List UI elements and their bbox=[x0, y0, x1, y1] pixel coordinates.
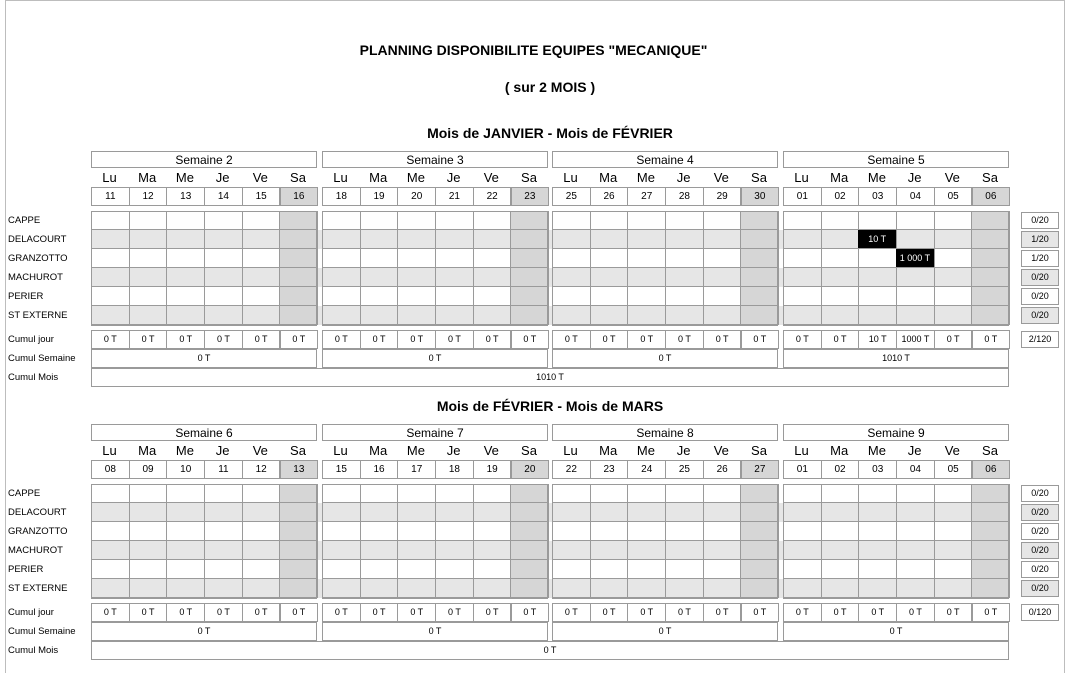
cumul-jour-value: 0 T bbox=[511, 330, 550, 349]
month-title: Mois de JANVIER - Mois de FÉVRIER bbox=[427, 125, 673, 141]
day-name: Me bbox=[406, 443, 425, 458]
cumul-jour-value: 0 T bbox=[627, 603, 666, 622]
cumul-jour-value: 0 T bbox=[821, 603, 860, 622]
day-name: Ma bbox=[369, 443, 388, 458]
cumul-jour-value: 0 T bbox=[204, 330, 243, 349]
team-label: PERIER bbox=[8, 291, 44, 302]
cumul-jour-value: 0 T bbox=[397, 330, 436, 349]
cumul-jour-value: 0 T bbox=[703, 603, 742, 622]
day-name: Je bbox=[907, 443, 922, 458]
day-number: 25 bbox=[552, 187, 591, 206]
day-name: Ma bbox=[138, 443, 157, 458]
team-label: DELACOURT bbox=[8, 234, 67, 245]
team-count: 0/20 bbox=[1021, 485, 1059, 502]
month-title: Mois de FÉVRIER - Mois de MARS bbox=[436, 398, 664, 414]
day-number: 30 bbox=[741, 187, 780, 206]
day-number: 01 bbox=[783, 460, 822, 479]
day-number: 22 bbox=[473, 187, 512, 206]
cumul-jour-value: 0 T bbox=[627, 330, 666, 349]
day-number: 03 bbox=[858, 187, 897, 206]
cumul-jour-value: 0 T bbox=[590, 330, 629, 349]
week-grid-border bbox=[783, 211, 1009, 326]
day-number: 15 bbox=[242, 187, 281, 206]
day-name: Lu bbox=[794, 170, 809, 185]
cumul-jour-value: 0 T bbox=[972, 603, 1011, 622]
day-number: 02 bbox=[821, 187, 860, 206]
day-name: Ma bbox=[369, 170, 388, 185]
cumul-semaine-value: 0 T bbox=[322, 622, 548, 641]
day-number: 14 bbox=[204, 187, 243, 206]
cumul-jour-value: 0 T bbox=[280, 330, 319, 349]
cumul-jour-value: 0 T bbox=[360, 330, 399, 349]
cumul-jour-value: 0 T bbox=[665, 330, 704, 349]
cumul-semaine-value: 0 T bbox=[552, 622, 778, 641]
day-name: Ve bbox=[252, 170, 268, 185]
day-number: 12 bbox=[129, 187, 168, 206]
assignment-cell[interactable]: 1 000 T bbox=[896, 249, 935, 268]
day-number: 19 bbox=[360, 187, 399, 206]
cumul-semaine-value: 0 T bbox=[552, 349, 778, 368]
team-count: 0/20 bbox=[1021, 307, 1059, 324]
day-name: Lu bbox=[794, 443, 809, 458]
day-number: 08 bbox=[91, 460, 130, 479]
team-count: 0/20 bbox=[1021, 523, 1059, 540]
day-name: Sa bbox=[751, 170, 767, 185]
cumul-jour-value: 0 T bbox=[783, 603, 822, 622]
cumul-semaine-value: 0 T bbox=[322, 349, 548, 368]
day-name: Ve bbox=[944, 443, 960, 458]
day-name: Je bbox=[215, 170, 230, 185]
team-count: 0/20 bbox=[1021, 580, 1059, 597]
day-name: Me bbox=[175, 170, 194, 185]
week-grid-border bbox=[91, 484, 317, 599]
cumul-jour-value: 0 T bbox=[166, 330, 205, 349]
team-count: 0/20 bbox=[1021, 561, 1059, 578]
cumul-jour-value: 0 T bbox=[204, 603, 243, 622]
day-number: 20 bbox=[511, 460, 550, 479]
day-number: 16 bbox=[280, 187, 319, 206]
cumul-jour-value: 0 T bbox=[703, 330, 742, 349]
day-number: 03 bbox=[858, 460, 897, 479]
team-label: MACHUROT bbox=[8, 545, 63, 556]
day-number: 28 bbox=[665, 187, 704, 206]
cumul-jour-value: 0 T bbox=[322, 603, 361, 622]
day-number: 06 bbox=[972, 460, 1011, 479]
week-header: Semaine 6 bbox=[91, 424, 317, 441]
team-count: 0/20 bbox=[1021, 504, 1059, 521]
week-grid-border bbox=[91, 211, 317, 326]
day-name: Me bbox=[867, 443, 886, 458]
day-name: Je bbox=[446, 443, 461, 458]
cumul-jour-value: 0 T bbox=[741, 330, 780, 349]
cumul-jour-value: 0 T bbox=[91, 603, 130, 622]
cumul-semaine-value: 0 T bbox=[91, 622, 317, 641]
day-name: Ma bbox=[599, 170, 618, 185]
cumul-jour-value: 0 T bbox=[91, 330, 130, 349]
day-name: Je bbox=[446, 170, 461, 185]
day-name: Je bbox=[676, 443, 691, 458]
cumul-jour-value: 0 T bbox=[783, 330, 822, 349]
day-number: 24 bbox=[627, 460, 666, 479]
team-label: PERIER bbox=[8, 564, 44, 575]
cumul-jour-value: 0 T bbox=[280, 603, 319, 622]
cumul-jour-value: 0 T bbox=[665, 603, 704, 622]
day-number: 18 bbox=[322, 187, 361, 206]
day-name: Ma bbox=[599, 443, 618, 458]
day-name: Ma bbox=[830, 443, 849, 458]
day-name: Je bbox=[676, 170, 691, 185]
cumul-jour-value: 1000 T bbox=[896, 330, 935, 349]
cumul-jour-value: 0 T bbox=[511, 603, 550, 622]
day-number: 20 bbox=[397, 187, 436, 206]
cumul-jour-value: 0 T bbox=[934, 603, 973, 622]
cumul-jour-value: 0 T bbox=[821, 330, 860, 349]
day-number: 10 bbox=[166, 460, 205, 479]
day-number: 26 bbox=[703, 460, 742, 479]
cumul-jour-value: 0 T bbox=[473, 603, 512, 622]
day-name: Ve bbox=[483, 443, 499, 458]
day-number: 26 bbox=[590, 187, 629, 206]
cumul-semaine-value: 0 T bbox=[783, 622, 1009, 641]
page-title: PLANNING DISPONIBILITE EQUIPES "MECANIQUE" bbox=[359, 42, 708, 58]
day-name: Ve bbox=[252, 443, 268, 458]
day-number: 04 bbox=[896, 187, 935, 206]
day-name: Sa bbox=[521, 443, 537, 458]
team-label: CAPPE bbox=[8, 215, 41, 226]
week-header: Semaine 8 bbox=[552, 424, 778, 441]
day-number: 15 bbox=[322, 460, 361, 479]
cumul-jour-value: 0 T bbox=[473, 330, 512, 349]
day-number: 02 bbox=[821, 460, 860, 479]
cumul-jour-value: 0 T bbox=[166, 603, 205, 622]
day-number: 16 bbox=[360, 460, 399, 479]
week-grid-border bbox=[552, 211, 778, 326]
cumul-jour-value: 0 T bbox=[858, 603, 897, 622]
cumul-semaine-label: Cumul Semaine bbox=[8, 626, 76, 637]
team-count: 0/20 bbox=[1021, 288, 1059, 305]
day-name: Sa bbox=[982, 443, 998, 458]
cumul-jour-value: 0 T bbox=[972, 330, 1011, 349]
cumul-mois-value: 1010 T bbox=[91, 368, 1009, 387]
day-number: 06 bbox=[972, 187, 1011, 206]
day-name: Me bbox=[636, 443, 655, 458]
day-name: Lu bbox=[333, 170, 348, 185]
day-number: 23 bbox=[590, 460, 629, 479]
day-name: Lu bbox=[563, 170, 578, 185]
cumul-jour-value: 0 T bbox=[552, 330, 591, 349]
day-name: Sa bbox=[290, 443, 306, 458]
day-number: 11 bbox=[204, 460, 243, 479]
cumul-jour-value: 0 T bbox=[552, 603, 591, 622]
team-count: 0/20 bbox=[1021, 269, 1059, 286]
cumul-mois-value: 0 T bbox=[91, 641, 1009, 660]
team-label: ST EXTERNE bbox=[8, 583, 68, 594]
day-name: Me bbox=[867, 170, 886, 185]
day-number: 25 bbox=[665, 460, 704, 479]
day-number: 23 bbox=[511, 187, 550, 206]
week-header: Semaine 2 bbox=[91, 151, 317, 168]
team-count: 1/20 bbox=[1021, 250, 1059, 267]
week-header: Semaine 4 bbox=[552, 151, 778, 168]
cumul-jour-label: Cumul jour bbox=[8, 334, 54, 345]
day-name: Ve bbox=[713, 170, 729, 185]
day-name: Lu bbox=[333, 443, 348, 458]
team-label: CAPPE bbox=[8, 488, 41, 499]
day-name: Sa bbox=[521, 170, 537, 185]
day-number: 21 bbox=[435, 187, 474, 206]
cumul-jour-value: 0 T bbox=[934, 330, 973, 349]
day-number: 04 bbox=[896, 460, 935, 479]
team-label: GRANZOTTO bbox=[8, 526, 68, 537]
team-count: 0/20 bbox=[1021, 212, 1059, 229]
cumul-jour-value: 0 T bbox=[590, 603, 629, 622]
day-name: Ma bbox=[138, 170, 157, 185]
day-name: Ve bbox=[483, 170, 499, 185]
day-number: 05 bbox=[934, 460, 973, 479]
total-count: 0/120 bbox=[1021, 604, 1059, 621]
total-count: 2/120 bbox=[1021, 331, 1059, 348]
day-number: 13 bbox=[166, 187, 205, 206]
day-name: Ve bbox=[713, 443, 729, 458]
team-label: MACHUROT bbox=[8, 272, 63, 283]
assignment-cell[interactable]: 10 T bbox=[858, 230, 897, 249]
team-count: 0/20 bbox=[1021, 542, 1059, 559]
day-number: 09 bbox=[129, 460, 168, 479]
cumul-jour-value: 0 T bbox=[360, 603, 399, 622]
cumul-jour-value: 0 T bbox=[435, 603, 474, 622]
team-label: DELACOURT bbox=[8, 507, 67, 518]
day-number: 29 bbox=[703, 187, 742, 206]
cumul-jour-value: 10 T bbox=[858, 330, 897, 349]
cumul-jour-value: 0 T bbox=[129, 330, 168, 349]
week-grid-border bbox=[322, 211, 548, 326]
cumul-jour-value: 0 T bbox=[896, 603, 935, 622]
cumul-jour-value: 0 T bbox=[741, 603, 780, 622]
cumul-semaine-label: Cumul Semaine bbox=[8, 353, 76, 364]
day-name: Lu bbox=[102, 170, 117, 185]
cumul-jour-value: 0 T bbox=[397, 603, 436, 622]
day-name: Ma bbox=[830, 170, 849, 185]
cumul-jour-value: 0 T bbox=[435, 330, 474, 349]
cumul-jour-value: 0 T bbox=[129, 603, 168, 622]
day-name: Je bbox=[215, 443, 230, 458]
week-grid-border bbox=[783, 484, 1009, 599]
week-header: Semaine 9 bbox=[783, 424, 1009, 441]
cumul-jour-value: 0 T bbox=[322, 330, 361, 349]
day-name: Lu bbox=[563, 443, 578, 458]
day-number: 18 bbox=[435, 460, 474, 479]
day-name: Je bbox=[907, 170, 922, 185]
cumul-mois-label: Cumul Mois bbox=[8, 372, 59, 383]
day-name: Me bbox=[636, 170, 655, 185]
week-header: Semaine 3 bbox=[322, 151, 548, 168]
day-name: Sa bbox=[751, 443, 767, 458]
cumul-semaine-value: 0 T bbox=[91, 349, 317, 368]
week-grid-border bbox=[552, 484, 778, 599]
day-number: 11 bbox=[91, 187, 130, 206]
day-number: 05 bbox=[934, 187, 973, 206]
day-number: 17 bbox=[397, 460, 436, 479]
week-header: Semaine 5 bbox=[783, 151, 1009, 168]
day-number: 27 bbox=[627, 187, 666, 206]
day-name: Sa bbox=[290, 170, 306, 185]
day-number: 22 bbox=[552, 460, 591, 479]
day-number: 01 bbox=[783, 187, 822, 206]
day-name: Me bbox=[175, 443, 194, 458]
week-header: Semaine 7 bbox=[322, 424, 548, 441]
day-number: 12 bbox=[242, 460, 281, 479]
page-subtitle: ( sur 2 MOIS ) bbox=[504, 79, 596, 95]
day-name: Lu bbox=[102, 443, 117, 458]
day-name: Me bbox=[406, 170, 425, 185]
day-name: Sa bbox=[982, 170, 998, 185]
day-number: 19 bbox=[473, 460, 512, 479]
cumul-semaine-value: 1010 T bbox=[783, 349, 1009, 368]
day-name: Ve bbox=[944, 170, 960, 185]
team-count: 1/20 bbox=[1021, 231, 1059, 248]
day-number: 13 bbox=[280, 460, 319, 479]
cumul-jour-value: 0 T bbox=[242, 603, 281, 622]
cumul-mois-label: Cumul Mois bbox=[8, 645, 59, 656]
week-grid-border bbox=[322, 484, 548, 599]
team-label: GRANZOTTO bbox=[8, 253, 68, 264]
day-number: 27 bbox=[741, 460, 780, 479]
cumul-jour-label: Cumul jour bbox=[8, 607, 54, 618]
team-label: ST EXTERNE bbox=[8, 310, 68, 321]
cumul-jour-value: 0 T bbox=[242, 330, 281, 349]
